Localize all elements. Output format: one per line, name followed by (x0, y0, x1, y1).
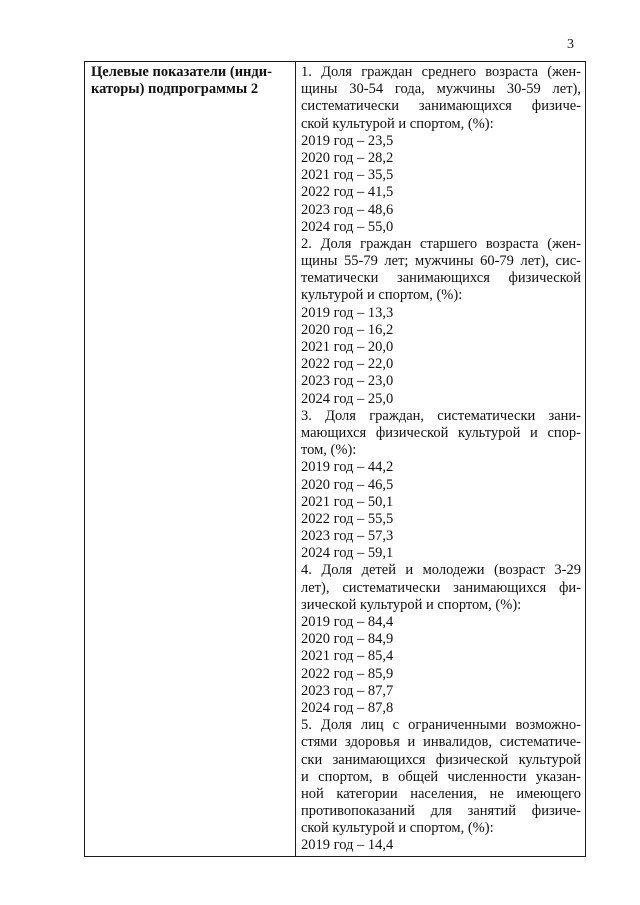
year-value-line: 2020 год – 16,2 (301, 321, 394, 338)
indicator-text-line: 4. Доля детей и молодежи (возраст 3-29 (301, 562, 581, 579)
indicator-text-line: ски занимающихся физической культурой (301, 751, 581, 768)
heading-line: Целевые показатели (инди- (91, 64, 272, 80)
indicator-text-line: культурой и спортом, (%): (301, 287, 463, 304)
year-value-line: 2023 год – 23,0 (301, 373, 394, 390)
year-value-line: 2020 год – 46,5 (301, 476, 394, 493)
year-value-line: 2019 год – 14,4 (301, 837, 394, 854)
indicator-text-line: 5. Доля лиц с ограниченными возможно- (301, 717, 581, 734)
year-value-line: 2021 год – 85,4 (301, 648, 394, 665)
year-value-line: 2019 год – 44,2 (301, 459, 394, 476)
indicator-values-cell (301, 64, 581, 855)
indicator-text-line: ской культурой и спортом, (%): (301, 115, 494, 132)
year-value-line: 2022 год – 22,0 (301, 356, 394, 373)
year-value-line: 2022 год – 55,5 (301, 510, 394, 527)
indicator-text-line: 1. Доля граждан среднего возраста (жен- (301, 64, 581, 80)
year-value-line: 2023 год – 57,3 (301, 528, 394, 545)
indicator-text-line: систематически занимающихся физиче- (301, 98, 581, 115)
year-value-line: 2024 год – 59,1 (301, 545, 394, 562)
year-value-line: 2019 год – 23,5 (301, 132, 394, 149)
year-value-line: 2023 год – 87,7 (301, 682, 394, 699)
year-value-line: 2021 год – 35,5 (301, 167, 394, 184)
indicator-text-line: том, (%): (301, 442, 357, 459)
indicator-text-line: щины 30-54 года, мужчины 30-59 лет), (301, 81, 581, 98)
indicator-text-line: стями здоровья и инвалидов, систематиче- (301, 734, 581, 751)
indicator-text-line: щины 55-79 лет; мужчины 60-79 лет), сис- (301, 253, 581, 270)
indicator-text-line: ной категории населения, не имеющего (301, 785, 581, 802)
indicator-text-line: лет), систематически занимающихся фи- (301, 579, 581, 596)
indicator-text-line: ской культурой и спортом, (%): (301, 820, 494, 837)
indicator-text-line: 3. Доля граждан, систематически зани- (301, 407, 581, 424)
year-value-line: 2024 год – 55,0 (301, 218, 394, 235)
indicator-text-line: 2. Доля граждан старшего возраста (жен- (301, 235, 581, 252)
year-value-line: 2020 год – 28,2 (301, 149, 394, 166)
year-value-line: 2023 год – 48,6 (301, 201, 394, 218)
page-number: 3 (567, 37, 574, 52)
year-value-line: 2022 год – 41,5 (301, 184, 394, 201)
year-value-line: 2024 год – 87,8 (301, 699, 394, 716)
year-value-line: 2024 год – 25,0 (301, 390, 394, 407)
indicators-table (84, 61, 586, 857)
indicator-text-line: тематически занимающихся физической (301, 270, 581, 287)
year-value-line: 2020 год – 84,9 (301, 631, 394, 648)
indicator-text-line: и спортом, в общей численности указан- (301, 768, 581, 785)
indicator-text-line: зической культурой и спортом, (%): (301, 596, 522, 613)
indicator-text-line: мающихся физической культурой и спор- (301, 424, 581, 441)
year-value-line: 2019 год – 84,4 (301, 614, 394, 630)
year-value-line: 2021 год – 20,0 (301, 339, 394, 355)
year-value-line: 2021 год – 50,1 (301, 493, 394, 510)
indicator-heading-cell (91, 64, 287, 98)
indicator-text-line: противопоказаний для занятий физиче- (301, 803, 581, 820)
column-divider (295, 62, 296, 856)
year-value-line: 2019 год – 13,3 (301, 304, 394, 321)
year-value-line: 2022 год – 85,9 (301, 665, 394, 682)
heading-line: каторы) подпрограммы 2 (91, 81, 259, 98)
